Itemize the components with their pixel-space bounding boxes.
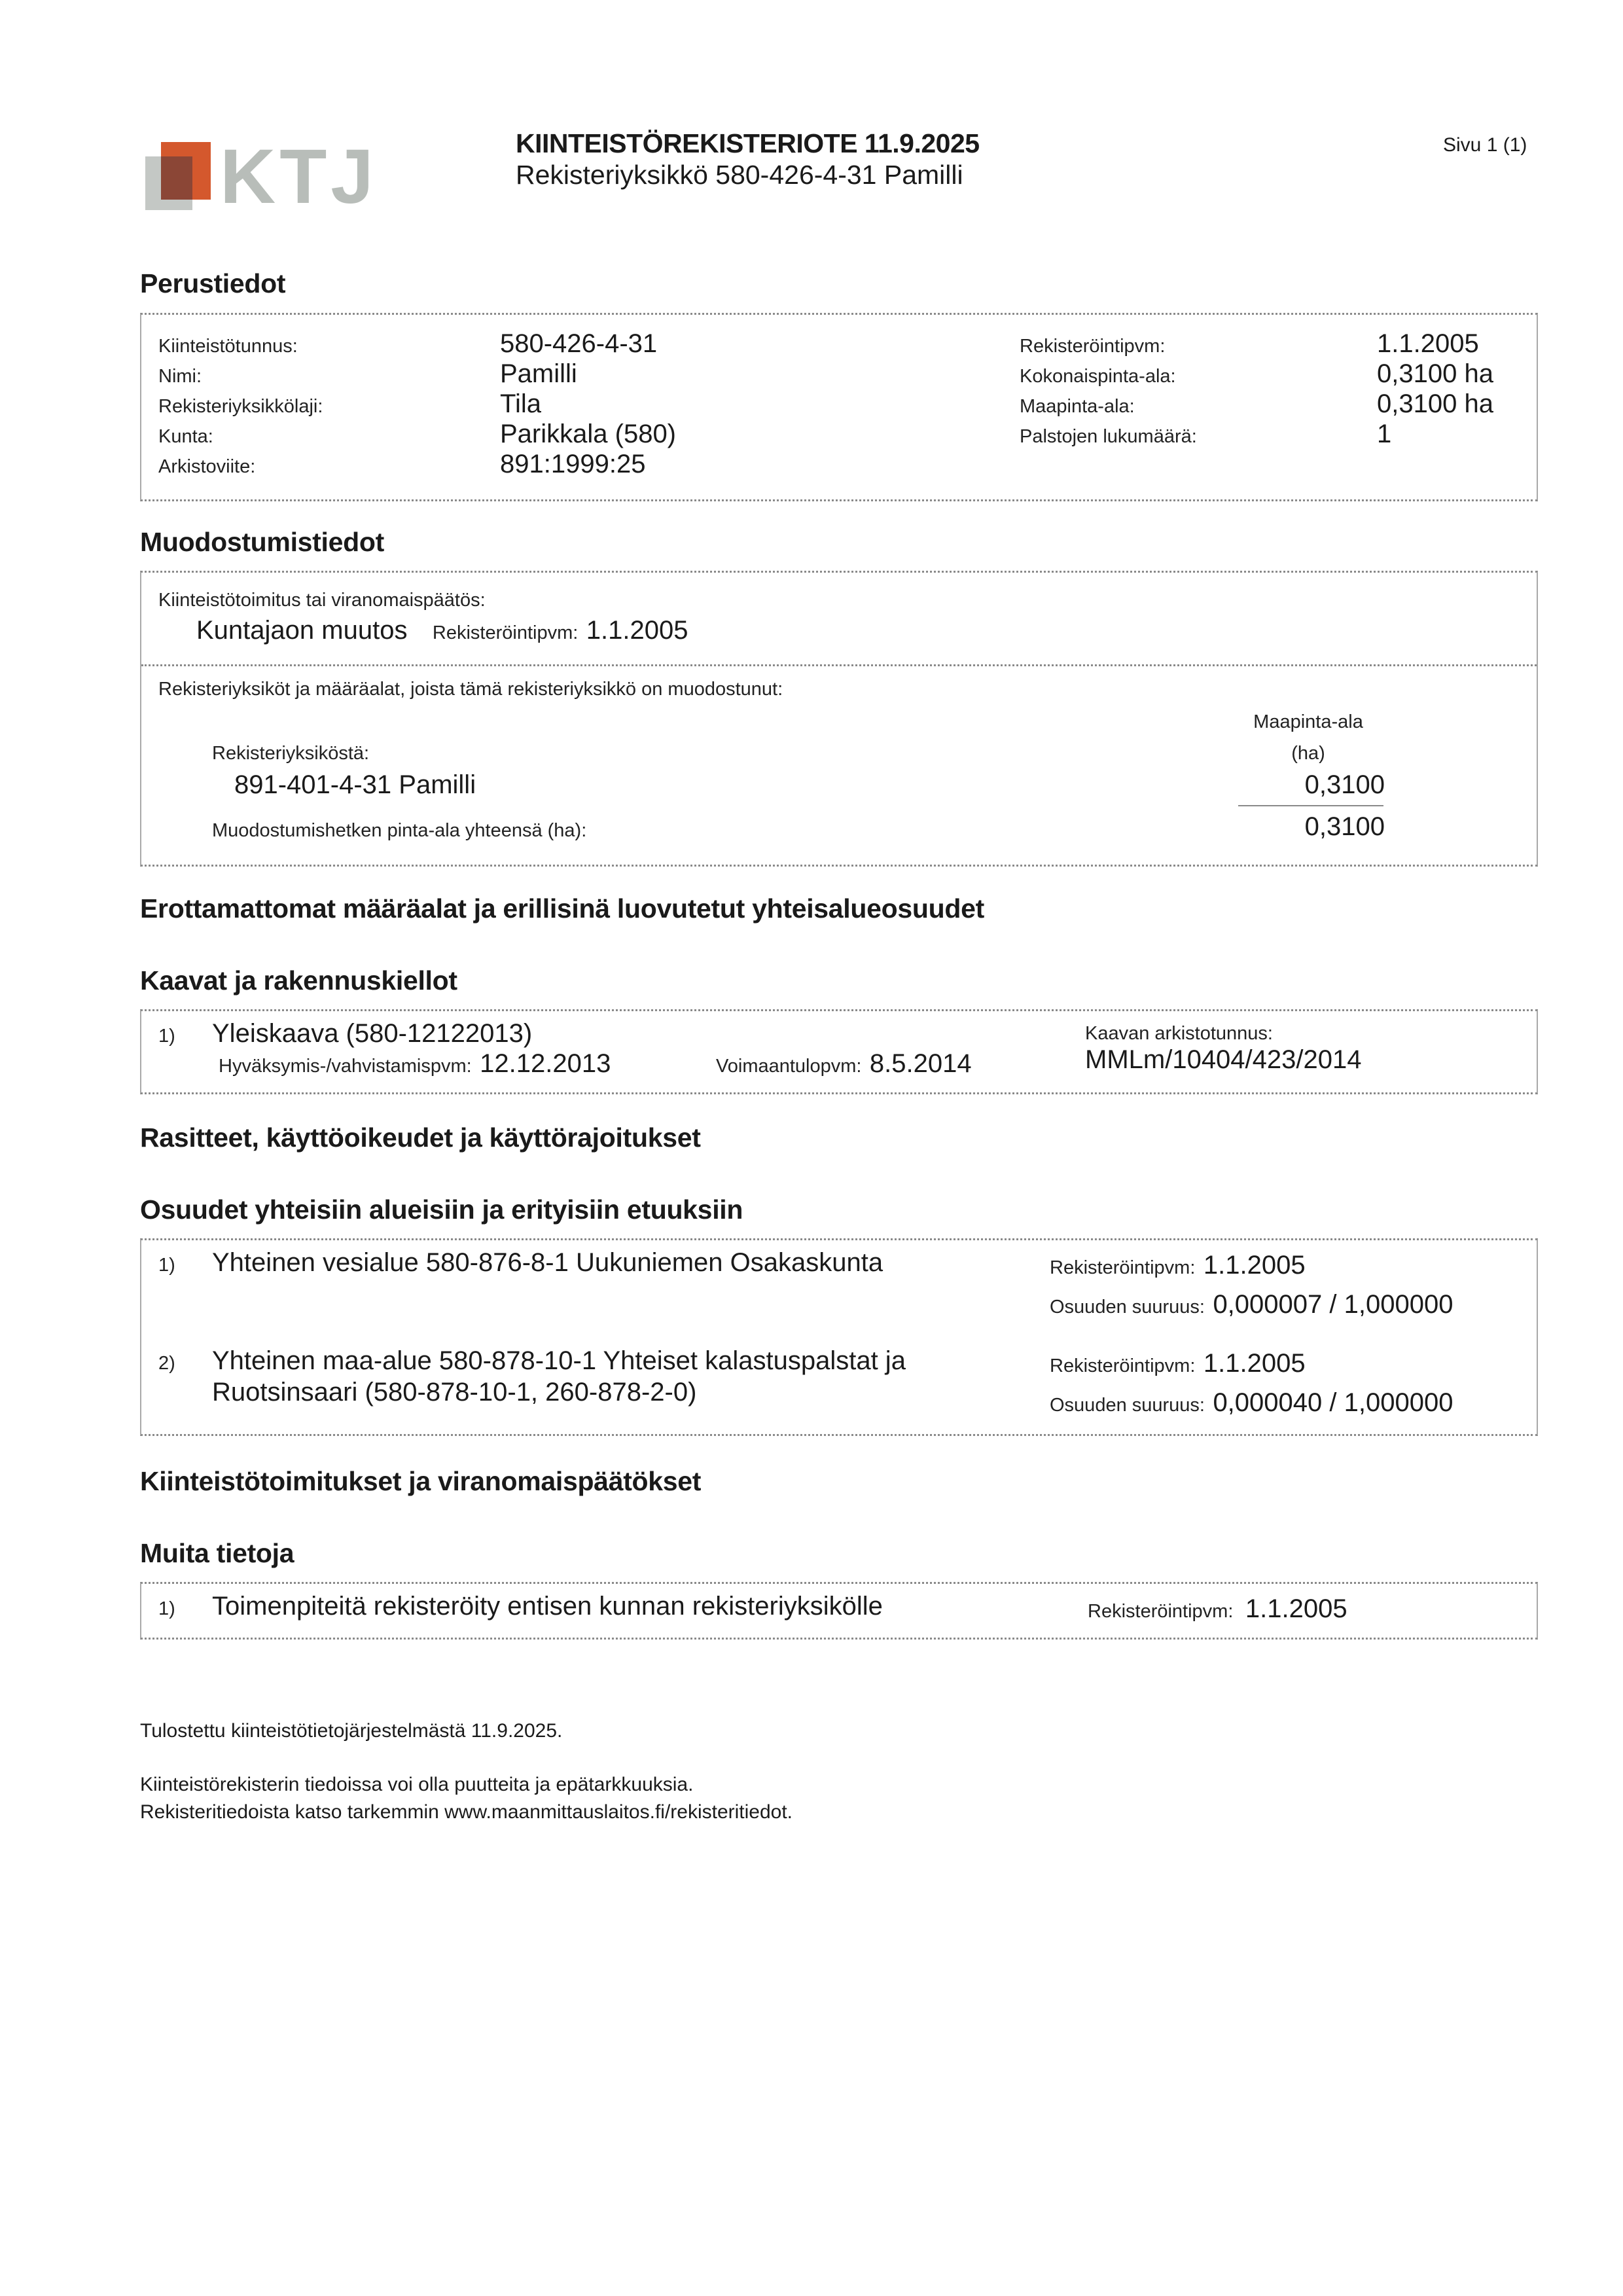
osuus-reg-row bbox=[1050, 1251, 1306, 1280]
page-number: Sivu 1 (1) bbox=[1443, 134, 1527, 156]
effective-label: Voimaantulopvm: bbox=[716, 1056, 862, 1077]
footer-printed: Tulostettu kiinteistötietojärjestelmästä 11.9.2025. bbox=[140, 1720, 563, 1742]
field-label: Nimi: bbox=[158, 366, 202, 387]
section-heading-perustiedot: Perustiedot bbox=[140, 268, 286, 298]
origin-intro: Rekisteriyksiköt ja määräalat, joista tämä rekisteriyksikkö on muodostunut: bbox=[158, 679, 783, 700]
item-number: 1) bbox=[158, 1598, 175, 1619]
archive-label: Kaavan arkistotunnus: bbox=[1085, 1023, 1273, 1044]
item-number: 2) bbox=[158, 1353, 175, 1374]
field-value-arkistoviite: 891:1999:25 bbox=[500, 450, 646, 478]
sum-underline bbox=[1238, 805, 1383, 806]
ktj-logo bbox=[145, 134, 378, 220]
total-label: Muodostumishetken pinta-ala yhteensä (ha): bbox=[212, 820, 587, 841]
field-label: Kunta: bbox=[158, 426, 213, 447]
section-heading-erottamattomat: Erottamattomat määräalat ja erillisinä luovutetut yhteisalueosuudet bbox=[140, 893, 984, 924]
muodostumistiedot-box bbox=[140, 571, 1538, 867]
section-heading-muita-tietoja: Muita tietoja bbox=[140, 1538, 294, 1568]
approved-label: Hyväksymis-/vahvistamispvm: bbox=[219, 1056, 472, 1077]
field-value-nimi: Pamilli bbox=[500, 359, 577, 388]
reg-date-label: Rekisteröintipvm: bbox=[1088, 1601, 1234, 1622]
document-title: KIINTEISTÖREKISTERIOTE 11.9.2025 bbox=[516, 128, 980, 158]
kv-row bbox=[158, 336, 298, 357]
share-value: 0,000040 / 1,000000 bbox=[1213, 1388, 1454, 1417]
field-value-rekisterointipvm: 1.1.2005 bbox=[1377, 329, 1479, 358]
reg-date-label: Rekisteröintipvm: bbox=[432, 622, 579, 643]
section-heading-rasitteet: Rasitteet, käyttöoikeudet ja käyttörajoitukset bbox=[140, 1122, 701, 1153]
section-heading-toimitukset: Kiinteistötoimitukset ja viranomaispäätökset bbox=[140, 1466, 702, 1496]
kaava-name: Yleiskaava (580-12122013) bbox=[212, 1019, 533, 1048]
share-label: Osuuden suuruus: bbox=[1050, 1297, 1205, 1318]
section-heading-osuudet: Osuudet yhteisiin alueisiin ja erityisiin etuuksiin bbox=[140, 1194, 743, 1225]
document-subtitle: Rekisteriyksikkö 580-426-4-31 Pamilli bbox=[516, 160, 963, 190]
field-label: Kiinteistötunnus: bbox=[158, 336, 298, 357]
osuus-description: Yhteinen vesialue 580-876-8-1 Uukuniemen Osakaskunta bbox=[212, 1248, 883, 1277]
logo-text: KTJ bbox=[220, 134, 378, 220]
osuus-description: Yhteinen maa-alue 580-878-10-1 Yhteiset kalastuspalstat ja bbox=[212, 1346, 906, 1375]
muita-tietoja-box bbox=[140, 1582, 1538, 1640]
reg-date-value: 1.1.2005 bbox=[1245, 1594, 1347, 1623]
item-number: 1) bbox=[158, 1255, 175, 1276]
area-column-unit: (ha) bbox=[1291, 743, 1325, 764]
osuus-share-row bbox=[1050, 1290, 1453, 1319]
footer-disclaimer: Kiinteistörekisterin tiedoissa voi olla puutteita ja epätarkkuuksia. bbox=[140, 1774, 694, 1795]
field-label: Maapinta-ala: bbox=[1020, 396, 1135, 417]
effective-value: 8.5.2014 bbox=[869, 1049, 972, 1078]
share-value: 0,000007 / 1,000000 bbox=[1213, 1290, 1454, 1319]
section-divider bbox=[141, 664, 1537, 666]
kaava-approved-row bbox=[219, 1049, 611, 1079]
field-value-palstojen-lukumaara: 1 bbox=[1377, 420, 1392, 448]
reg-date-value: 1.1.2005 bbox=[1203, 1349, 1306, 1378]
muita-reg-row bbox=[1088, 1594, 1347, 1624]
toimitus-value: Kuntajaon muutos bbox=[196, 616, 408, 645]
toimitus-row bbox=[196, 616, 688, 645]
field-label: Kokonaispinta-ala: bbox=[1020, 366, 1176, 387]
total-area-value: 0,3100 bbox=[1304, 812, 1385, 841]
reg-date-label: Rekisteröintipvm: bbox=[1050, 1257, 1196, 1278]
field-value-kokonaispinta-ala: 0,3100 ha bbox=[1377, 359, 1493, 388]
from-label: Rekisteriyksiköstä: bbox=[212, 743, 370, 764]
kaavat-box bbox=[140, 1009, 1538, 1094]
share-label: Osuuden suuruus: bbox=[1050, 1395, 1205, 1416]
kaava-effective-row bbox=[716, 1049, 972, 1079]
field-value-maapinta-ala: 0,3100 ha bbox=[1377, 389, 1493, 418]
reg-date-value: 1.1.2005 bbox=[586, 616, 688, 645]
osuus-description-line2: Ruotsinsaari (580-878-10-1, 260-878-2-0) bbox=[212, 1378, 697, 1407]
osuus-share-row bbox=[1050, 1388, 1453, 1418]
field-value-kunta: Parikkala (580) bbox=[500, 420, 677, 448]
toimitus-label: Kiinteistötoimitus tai viranomaispäätös: bbox=[158, 590, 486, 611]
perustiedot-box bbox=[140, 313, 1538, 501]
section-heading-muodostumistiedot: Muodostumistiedot bbox=[140, 527, 384, 557]
field-value-kiinteistotunnus: 580-426-4-31 bbox=[500, 329, 658, 358]
osuus-reg-row bbox=[1050, 1349, 1306, 1378]
footer-link-text: Rekisteritiedoista katso tarkemmin www.maanmittauslaitos.fi/rekisteritiedot. bbox=[140, 1801, 793, 1823]
field-value-laji: Tila bbox=[500, 389, 541, 418]
approved-value: 12.12.2013 bbox=[480, 1049, 611, 1078]
field-label: Rekisteriyksikkölaji: bbox=[158, 396, 323, 417]
field-label: Arkistoviite: bbox=[158, 456, 256, 477]
from-area-value: 0,3100 bbox=[1304, 770, 1385, 799]
from-unit-value: 891-401-4-31 Pamilli bbox=[234, 770, 476, 799]
logo-overlap-square bbox=[161, 156, 192, 200]
muita-description: Toimenpiteitä rekisteröity entisen kunnan rekisteriyksikölle bbox=[212, 1592, 883, 1621]
reg-date-label: Rekisteröintipvm: bbox=[1050, 1355, 1196, 1376]
field-label: Palstojen lukumäärä: bbox=[1020, 426, 1197, 447]
osuudet-box bbox=[140, 1238, 1538, 1436]
section-heading-kaavat: Kaavat ja rakennuskiellot bbox=[140, 965, 457, 996]
archive-value: MMLm/10404/423/2014 bbox=[1085, 1045, 1362, 1074]
field-label: Rekisteröintipvm: bbox=[1020, 336, 1166, 357]
item-number: 1) bbox=[158, 1026, 175, 1047]
area-column-header: Maapinta-ala bbox=[1253, 711, 1363, 732]
reg-date-value: 1.1.2005 bbox=[1203, 1251, 1306, 1280]
